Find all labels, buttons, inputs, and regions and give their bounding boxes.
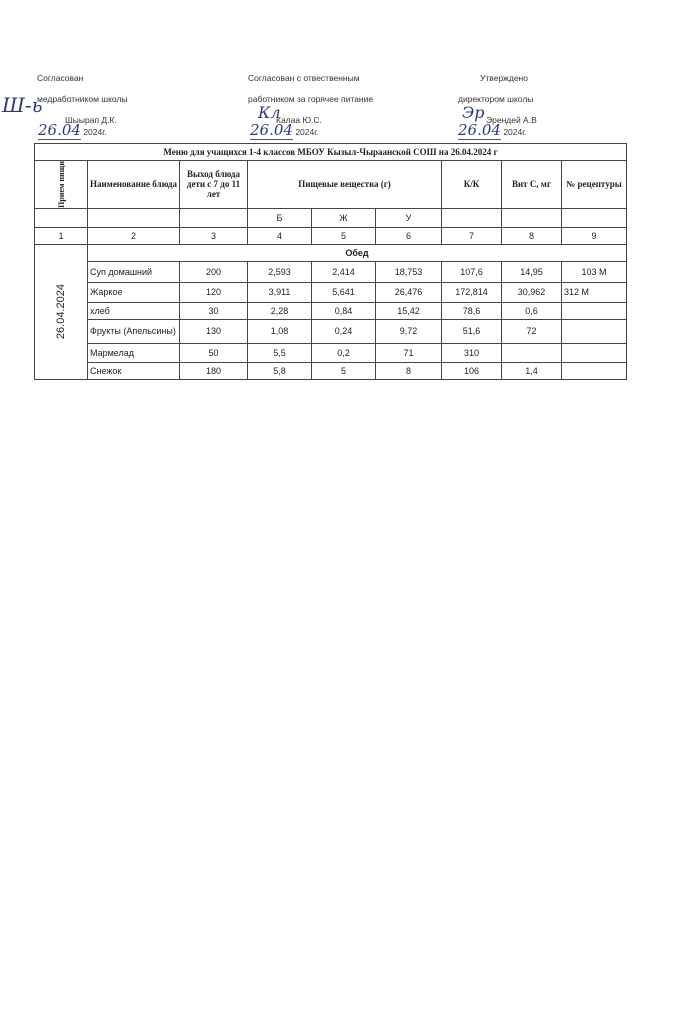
column-number: 3 (180, 227, 248, 244)
dish-protein: 5,5 (248, 343, 312, 362)
subheader-empty (562, 208, 627, 227)
dish-protein: 1,08 (248, 319, 312, 343)
subheader-empty (442, 208, 502, 227)
approval-name: Шыырап Д.К. (65, 115, 117, 125)
meal-date-cell (35, 244, 88, 379)
dish-kcal: 107,6 (442, 261, 502, 282)
approval-year: 2024г. (503, 127, 527, 137)
dish-carbs: 9,72 (376, 319, 442, 343)
subheader-u: У (376, 208, 442, 227)
dish-fat: 2,414 (312, 261, 376, 282)
column-number: 5 (312, 227, 376, 244)
approval-block-director (458, 73, 658, 126)
dish-vitc: 72 (502, 319, 562, 343)
table-row (35, 319, 627, 343)
meal-date: 26.04.2024 (55, 284, 67, 340)
handwritten-date: 26.04 (38, 121, 81, 139)
approval-role: работником за горячее питание (248, 94, 374, 104)
subheader-empty (35, 208, 88, 227)
dish-fat: 5 (312, 362, 376, 379)
dish-yield: 180 (180, 362, 248, 379)
subheader-zh: Ж (312, 208, 376, 227)
column-number: 8 (502, 227, 562, 244)
column-number: 2 (88, 227, 180, 244)
dish-fat: 0,24 (312, 319, 376, 343)
dish-recipe: 103 М (562, 261, 627, 282)
menu-table (34, 143, 627, 380)
header-recipe: № рецептуры (562, 161, 627, 209)
dish-protein: 2,593 (248, 261, 312, 282)
dish-carbs: 26,476 (376, 282, 442, 302)
table-row (35, 343, 627, 362)
dish-carbs: 8 (376, 362, 442, 379)
dish-recipe (562, 343, 627, 362)
dish-kcal: 106 (442, 362, 502, 379)
dish-name: Жаркое (88, 282, 180, 302)
table-row (35, 261, 627, 282)
dish-kcal: 78,6 (442, 302, 502, 319)
menu-title: Меню для учащихся 1-4 классов МБОУ Кызыл-Чыраанской СОШ на 26.04.2024 г (35, 144, 627, 161)
approval-role: директором школы (458, 94, 534, 104)
dish-kcal: 172,814 (442, 282, 502, 302)
dish-yield: 30 (180, 302, 248, 319)
header-nutrients: Пищевые вещества (г) (248, 161, 442, 209)
approval-year: 2024г. (295, 127, 319, 137)
dish-name: Снежок (88, 362, 180, 379)
dish-vitc: 30,962 (502, 282, 562, 302)
dish-vitc: 1,4 (502, 362, 562, 379)
dish-carbs: 15,42 (376, 302, 442, 319)
header-yield: Выход блюда дети с 7 до 11 лет (180, 161, 248, 209)
dish-yield: 50 (180, 343, 248, 362)
approval-block-medical (37, 73, 227, 126)
approval-date-medical (38, 121, 107, 140)
dish-fat: 0,2 (312, 343, 376, 362)
section-label: Обед (88, 244, 627, 261)
dish-yield: 120 (180, 282, 248, 302)
dish-carbs: 71 (376, 343, 442, 362)
column-number: 1 (35, 227, 88, 244)
column-number: 6 (376, 227, 442, 244)
dish-vitc (502, 343, 562, 362)
dish-recipe (562, 302, 627, 319)
dish-yield: 200 (180, 261, 248, 282)
signature-medical: Ш‑ь (2, 93, 43, 117)
dish-protein: 5,8 (248, 362, 312, 379)
dish-recipe (562, 319, 627, 343)
dish-name: Мармелад (88, 343, 180, 362)
header-meal (35, 161, 88, 209)
subheader-empty (180, 208, 248, 227)
approval-year: 2024г. (83, 127, 107, 137)
header-meal-label: Прием пищи (56, 161, 66, 208)
dish-kcal: 310 (442, 343, 502, 362)
dish-protein: 2,28 (248, 302, 312, 319)
handwritten-date: 26.04 (250, 121, 293, 139)
subheader-empty (88, 208, 180, 227)
dish-kcal: 51,6 (442, 319, 502, 343)
dish-name: Фрукты (Апельсины) (88, 319, 180, 343)
dish-name: хлеб (88, 302, 180, 319)
dish-recipe (562, 362, 627, 379)
column-number: 4 (248, 227, 312, 244)
dish-vitc: 0,6 (502, 302, 562, 319)
dish-carbs: 18,753 (376, 261, 442, 282)
approval-name: Калаа Ю.С. (276, 115, 322, 125)
signature-director: Эр (462, 103, 485, 122)
subheader-b: Б (248, 208, 312, 227)
dish-fat: 0,84 (312, 302, 376, 319)
header-kcal: К/К (442, 161, 502, 209)
header-dish: Наименование блюда (88, 161, 180, 209)
approval-role: медработником школы (37, 94, 128, 104)
column-number: 9 (562, 227, 627, 244)
dish-fat: 5,641 (312, 282, 376, 302)
header-vitc: Вит С, мг (502, 161, 562, 209)
table-row (35, 282, 627, 302)
table-row (35, 362, 627, 379)
dish-yield: 130 (180, 319, 248, 343)
dish-protein: 3,911 (248, 282, 312, 302)
approval-date-director (458, 121, 527, 140)
subheader-empty (502, 208, 562, 227)
signature-catering: Кл (258, 103, 281, 122)
column-number-row (35, 227, 627, 244)
dish-recipe: 312 М (562, 282, 627, 302)
approval-name: Эрендей А.В (486, 115, 537, 125)
dish-name: Суп домашний (88, 261, 180, 282)
handwritten-date: 26.04 (458, 121, 501, 139)
table-row (35, 302, 627, 319)
approval-title: Согласован (37, 73, 84, 83)
approval-title: Согласован с отвественным (248, 73, 360, 83)
dish-vitc: 14,95 (502, 261, 562, 282)
approval-date-catering (250, 121, 319, 140)
approval-title: Утверждено (480, 73, 528, 83)
column-number: 7 (442, 227, 502, 244)
